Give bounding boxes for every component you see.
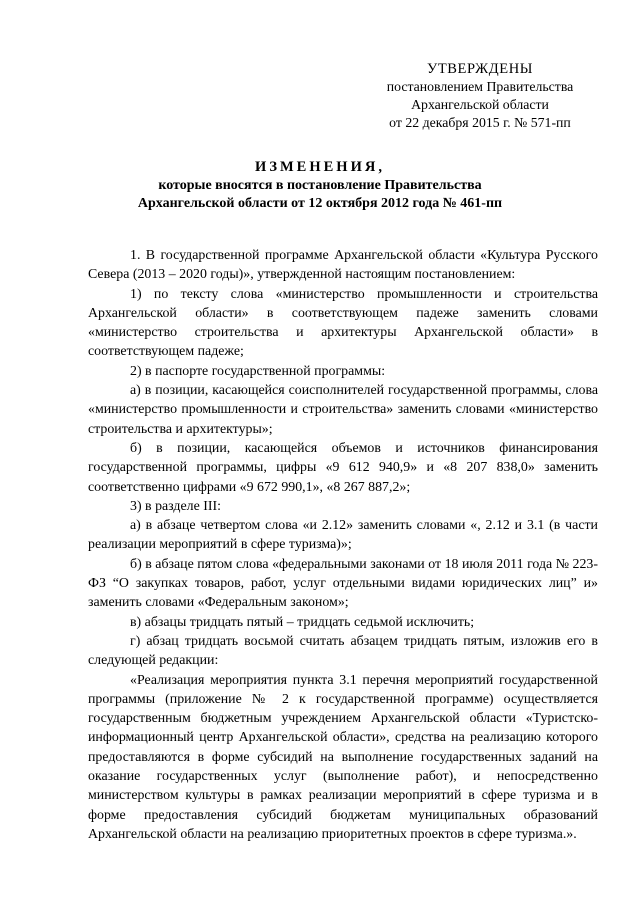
paragraph: 2) в паспорте государственной программы: (130, 363, 386, 379)
approval-stamp (362, 60, 598, 132)
paragraph: а) в абзаце четвертом слова «и 2.12» заменить словами «, 2.12 и 3.1 (в части реализации мероприятий в сфере туризма)»; (88, 518, 598, 553)
approval-heading: УТВЕРЖДЕНЫ (426, 61, 534, 77)
paragraph: «Реализация мероприятия пункта 3.1 перечня мероприятий государственной программы (приложение № 2 к государственной программе) осуществляется государственным бюджетным учреждением Архангельской области «Туристско-информационный центр Архангельской области», средства на реализацию которого предоставляются в форме субсидий на выполнение государственных заданий на оказание государственных услуг (выполнение работ), и непосредственно министерством культуры в рамках реализации мероприятий в сфере туризма и в форме предоставления субсидий бюджетам муниципальных образований Архангельской области на реализацию приоритетных проектов в сфере туризма.». (88, 672, 598, 842)
paragraph: б) в позиции, касающейся объемов и источников финансирования государственной программы, цифры «9 612 940,9» и «8 207 838,0» заменить соответственно цифрами «9 672 990,1», «8 267 887,2»; (88, 440, 598, 495)
paragraph: 1) по тексту слова «министерство промышленности и строительства Архангельской области» в соответствующем падеже заменить словами «министерство строительства и архитектуры Архангельской области» в соответствующем падеже; (88, 286, 598, 360)
approval-date: от 22 декабря 2015 г. № 571-пп (389, 115, 571, 130)
paragraph: г) абзац тридцать восьмой считать абзацем тридцать пятым, изложив его в следующей редакции: (88, 633, 598, 669)
title-main: ИЗМЕНЕНИЯ, (255, 159, 385, 175)
paragraph: б) в абзаце пятом слова «федеральными законами от 18 июля 2011 года № 223-ФЗ “О закупках товаров, работ, услуг отдельными видами юридических лиц” и» заменить словами «Федеральным законом»; (88, 556, 598, 611)
paragraph: 1. В государственной программе Архангельской области «Культура Русского Севера (2013 – 2020 годы)», утвержденной настоящим постановлением: (88, 248, 598, 283)
paragraph: а) в позиции, касающейся соисполнителей государственной программы, слова «министерство промышленности и строительства» заменить словами «министерство строительства и архитектуры»; (88, 383, 598, 437)
title-subtitle-line: Архангельской области от 12 октября 2012 года № 461-пп (137, 196, 503, 211)
title-subtitle-line: которые вносятся в постановление Правительства (158, 177, 482, 193)
approval-line: Архангельской области (411, 97, 549, 112)
document-body (88, 246, 598, 844)
document-title (60, 158, 580, 214)
paragraph: в) абзацы тридцать пятый – тридцать седьмой исключить; (130, 614, 475, 630)
approval-line: постановлением Правительства (386, 79, 574, 94)
paragraph: 3) в разделе III: (130, 498, 221, 514)
